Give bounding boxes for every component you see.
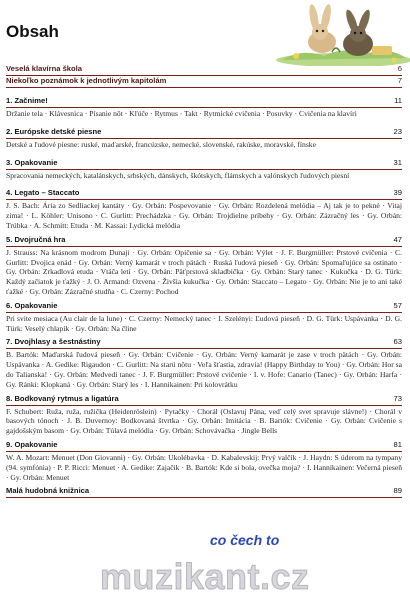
chapter-page: 11 bbox=[394, 96, 402, 105]
outro-entry[interactable] bbox=[6, 486, 402, 498]
chapter-entry[interactable] bbox=[6, 440, 402, 482]
chapter-title: 7. Dvojhlasy a šestnástiny bbox=[6, 337, 101, 347]
chapter-title: 2. Európske detské piesne bbox=[6, 126, 102, 136]
entry-page: 7 bbox=[397, 76, 402, 85]
chapter-entry[interactable] bbox=[6, 235, 402, 297]
chapter-page: 57 bbox=[393, 300, 402, 310]
chapter-contents: Držanie tela · Klávesnica · Písanie nôt · Kľúče · Rytmus · Takt · Rytmické cvičenia · Posuvky · Cvičenia na klavíri bbox=[6, 109, 357, 118]
chapter-page: 31 bbox=[393, 157, 402, 167]
chapter-contents: B. Bartók: Maďarská ľudová pieseň · Gy. Orbán: Cvičenie · Gy. Orbán: Verný kamarát je zase v troch pätách · Gy. Orbán: Uspávanka · A. Gedike: Rigaudon · C. Gurlitt: Na starú nôtu · Veľa šťastia, zdravia! (Happy Birthday to You) · Gy. Orbán: Hor sa do Talianska! · Gy. Orbán: Medvedí tanec · J. F. Burgmüller: Prstové cvičenie · I. v. Hofe: Canario (Tanec) · Gy. Orbán: Harfa · Gy. Ránki: Klopkaná · Gy. Orbán: Starý les · I. Hannikainen: Pri kolovrátku bbox=[6, 350, 402, 389]
chapter-page: 63 bbox=[393, 337, 402, 347]
chapter-page: 73 bbox=[393, 393, 402, 403]
chapter-entry[interactable] bbox=[6, 188, 402, 230]
chapter-title: 1. Začnime! bbox=[6, 96, 48, 105]
chapter-entry[interactable] bbox=[6, 337, 402, 389]
entry-title: Niekoľko poznámok k jednotlivým kapitolám bbox=[6, 76, 167, 85]
chapter-contents: J. Strauss: Na krásnom modrom Dunaji · Gy. Orbán: Opičenie sa · Gy. Orbán: Výlet · J. F. Burgmüller: Prstové cvičenia · C. Gurlitt: Dvojica enád · Gy. Orbán: Verný kamarát v troch pätách · Ruská ľudová pieseň · Gy. Orbán: Spomaľujúce sa ostinato · Gy. Orbán: Zrkadlová etuda · Vtáča letí · Gy. Orbán: Päťprstová skladbička · Gy. Orbán: Starý tanec · Kukučka · D. G. Türk: Každý začiatok je ťažký · J. O. Armand: Ozvena · Živšia kukučka · Gy. Orbán: Staccato – Legato · Gy. Orbán: Nie je to ani také ťažké · Gy. Orbán: Zázračné studňa · C. Czerny: Pochod bbox=[6, 247, 402, 296]
intro-entry[interactable] bbox=[6, 64, 402, 76]
entry-title: Veselá klavírna škola bbox=[6, 64, 82, 73]
watermark-tagline: co čech to bbox=[210, 532, 280, 548]
chapter-title: 3. Opakovanie bbox=[6, 157, 58, 167]
chapter-title: 6. Opakovanie bbox=[6, 300, 58, 310]
intro-entry[interactable] bbox=[6, 76, 402, 88]
chapter-page: 39 bbox=[393, 188, 402, 198]
chapter-entry[interactable] bbox=[6, 96, 402, 119]
chapter-entry[interactable] bbox=[6, 158, 402, 181]
chapter-contents: W. A. Mozart: Menuet (Don Giovanni) · Gy. Orbán: Ukolébavka · D. Kabalevskij: Prvý valčík · J. Haydn: S úderom na tympany (94. symfónia) · P. P. Ricci: Menuet · A. Gedike: Zajačik · B. Bartók: Kde si bola, ovečka moja? · I. Hannikainen: Večerná pieseň · Gy. Orbán: Menuet bbox=[6, 452, 402, 482]
table-of-contents bbox=[6, 64, 402, 498]
chapter-entry[interactable] bbox=[6, 394, 402, 436]
chapter-entry[interactable] bbox=[6, 301, 402, 334]
entry-page: 6 bbox=[397, 64, 402, 73]
rabbits-illustration bbox=[262, 2, 410, 66]
chapter-page: 81 bbox=[393, 439, 402, 449]
chapter-contents: Detské a ľudové piesne: ruské, maďarské, francúzske, nemecké, slovenské, rakúske, moravské, fínske bbox=[6, 139, 316, 149]
chapter-contents: J. S. Bach: Ária zo Sedliackej kantáty · Gy. Orbán: Pospevovanie · Gy. Orbán: Rozdelená melódia – Aj tak je to pekné · Vitaj zima! · L. Köhler: Unisono · C. Gurlitt: Prechádzka · Gy. Orbán: Trojdielne príbehy · Gy. Orbán: Zázračný les · Gy. Orbán: Trúbka · A. Schmitt: Etuda · M. Kassai: Lydická melódia bbox=[6, 201, 402, 230]
chapter-contents: Spracovania nemeckých, katalánskych, srbských, dánskych, škótskych, flámskych a valónskych ľudových piesní bbox=[6, 170, 350, 180]
chapter-title: 4. Legato – Staccato bbox=[6, 188, 80, 198]
entry-page: 89 bbox=[393, 486, 402, 496]
chapter-title: 5. Dvojručná hra bbox=[6, 234, 66, 244]
chapter-title: 8. Bodkovaný rytmus a ligatúra bbox=[6, 393, 119, 403]
entry-title: Malá hudobná knižnica bbox=[6, 486, 90, 496]
page-title: Obsah bbox=[6, 22, 59, 41]
chapter-page: 47 bbox=[393, 234, 402, 244]
watermark-logo: muzikant.cz bbox=[100, 556, 310, 597]
chapter-contents: Pri svite mesiaca (Au clair de la lune) · C. Czerny: Nemecký tanec · I. Szelényi: Ľudová pieseň · D. G. Türk: Uspávanka · D. G. Türk: Veselý chlapík · Gy. Orbán: Na čline bbox=[6, 313, 402, 333]
chapter-entry[interactable] bbox=[6, 127, 402, 150]
chapter-page: 23 bbox=[393, 126, 402, 136]
divider bbox=[6, 497, 402, 498]
chapter-contents: F. Schubert: Ruža, ruža, ružička (Heidenröslein) · Pytačky · Chorál (Oslavuj Pána, veď celý svet spravuje slávne!) · Chorál v basových tónoch · J. B. Duvernoy: Bodkovaná štvrtka · Gy. Orbán: Imitácia · B. Bartók: Cvičenie · Gy. Orbán: Cvičenie s gajdošským basom · Gy. Orbán: Túlavá melódia · Gy. Orbán: Schovávačka · Jingle Bells bbox=[6, 406, 402, 436]
divider bbox=[6, 87, 402, 88]
chapter-title: 9. Opakovanie bbox=[6, 439, 58, 449]
